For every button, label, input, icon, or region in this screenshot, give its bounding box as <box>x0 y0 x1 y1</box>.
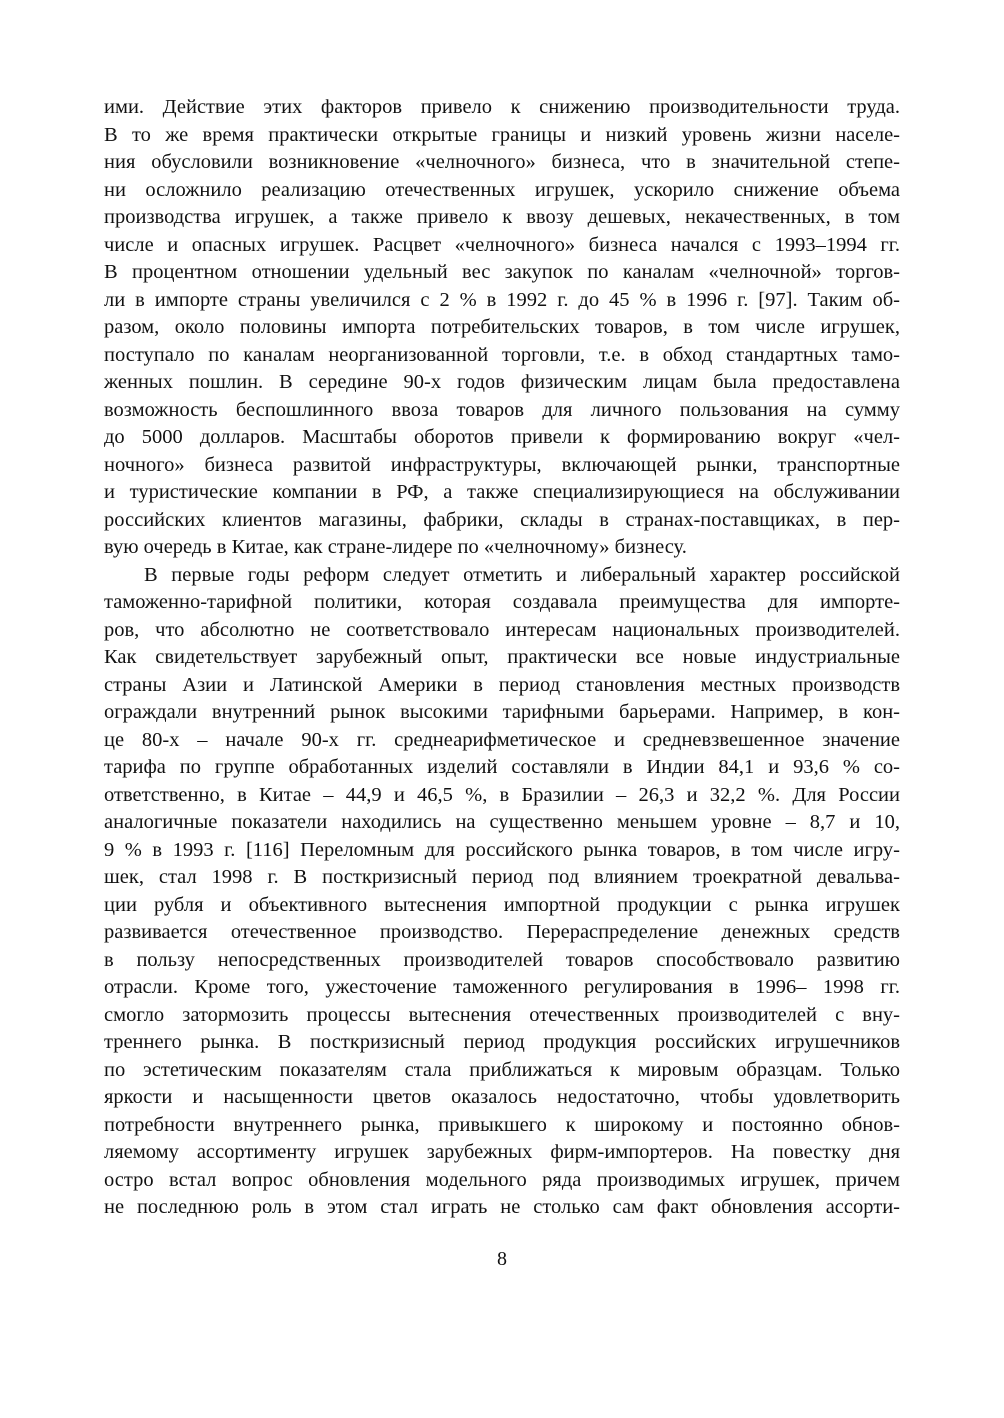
text-line: до 5000 долларов. Масштабы оборотов привели к формированию вокруг «чел- <box>104 426 900 448</box>
text-line: яркости и насыщенности цветов оказалось недостаточно, чтобы удовлетворить <box>104 1086 900 1108</box>
text-line: и туристические компании в РФ, а также специализирующиеся на обслуживании <box>104 481 900 503</box>
text-line: поступало по каналам неорганизованной торговли, т.е. в обход стандартных тамо- <box>104 343 900 366</box>
text-line: шек, стал 1998 г. В посткризисный период под влиянием троекратной девальва- <box>104 866 900 888</box>
text-line: числе и опасных игрушек. Расцвет «челночного» бизнеса начался с 1993–1994 гг. <box>104 233 900 256</box>
text-line: ответственно, в Китае – 44,9 и 46,5 %, в Бразилии – 26,3 и 32,2 %. Для России <box>104 783 900 806</box>
text-line: потребности внутреннего рынка, привыкшего к широкому и постоянно обнов- <box>104 1113 900 1136</box>
text-line: вую очередь в Китае, как стране-лидере по «челночному» бизнесу. <box>104 536 687 558</box>
text-line: остро встал вопрос обновления модельного ряда производимых игрушек, причем <box>104 1168 900 1191</box>
text-line: тарифа по группе обработанных изделий составляли в Индии 84,1 и 93,6 % со- <box>104 756 900 778</box>
text-line: женных пошлин. В середине 90-х годов физическим лицам была предоставлена <box>104 371 900 393</box>
text-line: не последнюю роль в этом стал играть не столько сам факт обновления ассорти- <box>104 1196 900 1218</box>
text-line: це 80-х – начале 90-х гг. среднеарифметическое и средневзвешенное значение <box>104 728 900 751</box>
text-line: разом, около половины импорта потребительских товаров, в том числе игрушек, <box>104 316 900 338</box>
text-line: ли в импорте страны увеличился с 2 % в 1992 г. до 45 % в 1996 г. [97]. Таким об- <box>104 288 900 311</box>
text-line: развивается отечественное производство. Перераспределение денежных средств <box>104 921 900 943</box>
text-line: таможенно-тарифной политики, которая создавала преимущества для импорте- <box>104 591 900 613</box>
text-line: ни осложнило реализацию отечественных игрушек, ускорило снижение объема <box>104 178 900 201</box>
text-line: 9 % в 1993 г. [116] Переломным для российского рынка товаров, в том числе игру- <box>104 838 900 861</box>
paragraph-2 <box>104 562 900 1222</box>
text-line: страны Азии и Латинской Америки в период становления местных производств <box>104 673 900 696</box>
text-line: В то же время практически открытые границы и низкий уровень жизни населе- <box>104 123 900 146</box>
text-line: Как свидетельствует зарубежный опыт, практически все новые индустриальные <box>104 646 900 668</box>
text-line: В первые годы реформ следует отметить и либеральный характер российской <box>144 563 900 586</box>
text-line: ции рубля и объективного вытеснения импортной продукции с рынка игрушек <box>104 893 900 916</box>
text-line: ров, что абсолютно не соответствовало интересам национальных производителей. <box>104 618 900 641</box>
paragraph-1 <box>104 94 900 562</box>
text-line: производства игрушек, а также привело к ввозу дешевых, некачественных, в том <box>104 206 900 228</box>
text-line: ляемому ассортименту игрушек зарубежных фирм-импортеров. На повестку дня <box>104 1141 900 1163</box>
text-line: аналогичные показатели находились на существенно меньшем уровне – 8,7 и 10, <box>104 811 900 833</box>
text-line: в пользу непосредственных производителей товаров способствовало развитию <box>104 948 900 971</box>
text-line: ния обусловили возникновение «челночного» бизнеса, что в значительной степе- <box>104 151 900 173</box>
text-line: российских клиентов магазины, фабрики, склады в странах-поставщиках, в пер- <box>104 508 900 531</box>
text-line: ограждали внутренний рынок высокими тарифными барьерами. Например, в кон- <box>104 701 900 723</box>
text-line: смогло затормозить процессы вытеснения отечественных производителей с вну- <box>104 1003 900 1026</box>
text-line: ночного» бизнеса развитой инфраструктуры, включающей рынки, транспортные <box>104 453 900 476</box>
text-line: возможность беспошлинного ввоза товаров для личного пользования на сумму <box>104 398 900 421</box>
page-number: 8 <box>497 1248 507 1270</box>
text-line: по эстетическим показателям стала приближаться к мировым образцам. Только <box>104 1058 900 1081</box>
text-line: ими. Действие этих факторов привело к снижению производительности труда. <box>104 96 900 118</box>
text-line: В процентном отношении удельный вес закупок по каналам «челночной» торгов- <box>104 261 900 283</box>
body-text <box>104 94 900 1222</box>
text-line: отрасли. Кроме того, ужесточение таможенного регулирования в 1996– 1998 гг. <box>104 976 900 998</box>
text-line: треннего рынка. В посткризисный период продукция российских игрушечников <box>104 1031 900 1053</box>
